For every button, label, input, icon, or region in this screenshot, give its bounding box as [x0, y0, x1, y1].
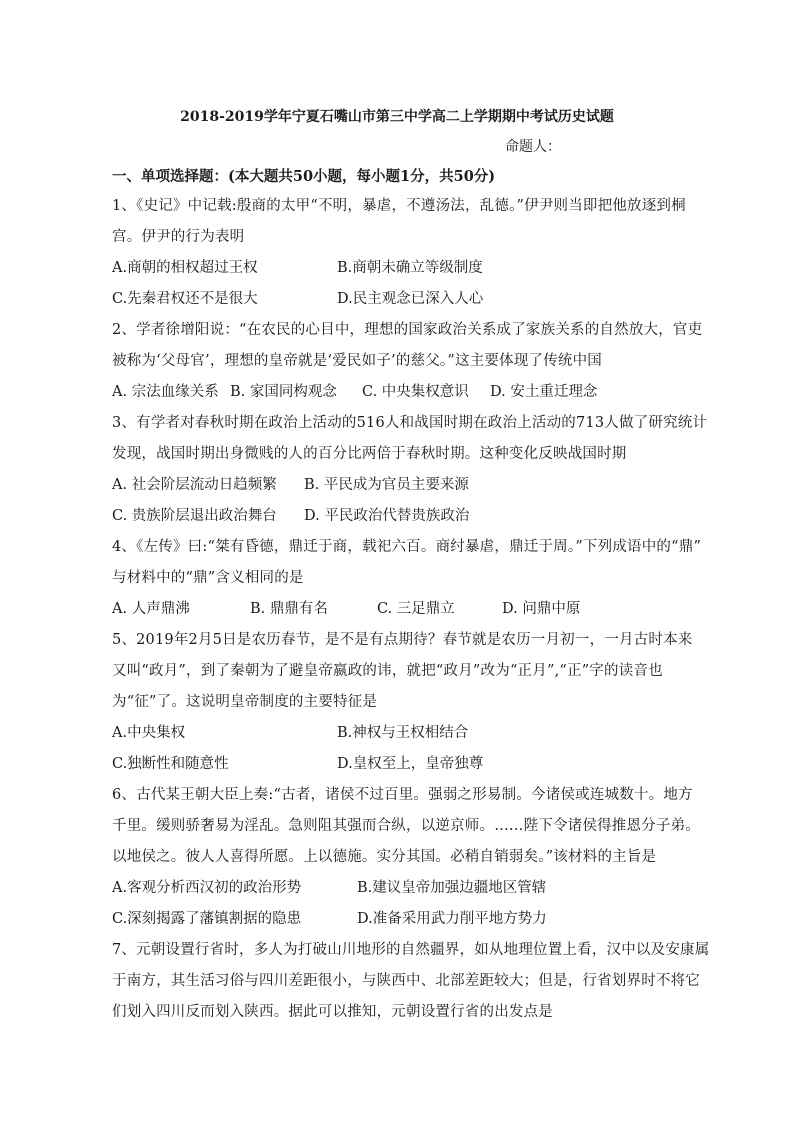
exam-title: 2018-2019学年宁夏石嘴山市第三中学高二上学期期中考试历史试题 [180, 109, 614, 125]
option-b: B.神权与王权相结合 [337, 725, 469, 741]
question-text: 们划入四川反而划入陕西。据此可以推知，元朝设置行省的出发点是 [112, 1004, 553, 1020]
question-text: 千里。缓则骄奢易为淫乱。急则阻其强而合纵，以逆京师。……陛下令诸侯得推恩分子弟。 [112, 818, 700, 834]
question-text: 于南方，其生活习俗与四川差距很小，与陕西中、北部差距较大；但是，行省划界时不将它 [112, 973, 700, 989]
option-row [112, 877, 684, 908]
option-row [112, 505, 684, 536]
option-row [112, 381, 684, 412]
option-b: B. 家国同构观念 [230, 384, 337, 400]
question-text: 发现，战国时期出身微贱的人的百分比两倍于春秋时期。这种变化反映战国时期 [112, 446, 627, 462]
option-b: B. 平民成为官员主要来源 [304, 477, 469, 493]
question-text: 7、元朝设置行省时，多人为打破山川地形的自然疆界，如从地理位置上看，汉中以及安康属 [112, 942, 710, 958]
option-row [112, 908, 684, 939]
question-2 [112, 319, 703, 412]
question-text: 1、《史记》中记载:殷商的太甲“不明，暴虐，不遵汤法，乱德。”伊尹则当即把他放逐到桐 [112, 198, 686, 214]
question-text: 又叫“政月”，到了秦朝为了避皇帝嬴政的讳，就把“政月”改为“正月”,“正”字的读音也 [112, 663, 663, 679]
option-row [112, 722, 684, 753]
question-3 [112, 412, 708, 536]
option-a: A. 社会阶层流动日趋频繁 [112, 477, 277, 493]
question-text: 被称为‘父母官’，理想的皇帝就是‘爱民如子’的慈父。”这主要体现了传统中国 [112, 353, 602, 369]
question-text: 4、《左传》曰:“桀有昏德，鼎迁于商，载祀六百。商纣暴虐，鼎迁于周。”下列成语中的“鼎” [112, 539, 702, 555]
question-text: 2、学者徐增阳说：“在农民的心目中，理想的国家政治关系成了家族关系的自然放大，官吏 [112, 322, 703, 338]
question-1 [112, 195, 684, 319]
section-heading: 一、单项选择题：(本大题共50小题，每小题1分，共50分) [112, 168, 496, 185]
option-row [112, 598, 684, 629]
question-text: 为“征”了。这说明皇帝制度的主要特征是 [112, 694, 378, 710]
author-label: 命题人： [505, 139, 561, 155]
option-b: B. 鼎鼎有名 [250, 601, 328, 617]
option-row [112, 474, 684, 505]
option-a: A.商朝的相权超过王权 [112, 260, 258, 276]
question-text: 6、古代某王朝大臣上奏:“古者，诸侯不过百里。强弱之形易制。今诸侯或连城数十。地方 [112, 787, 693, 803]
option-d: D.准备采用武力削平地方势力 [357, 911, 547, 927]
option-d: D.民主观念已深入人心 [337, 291, 484, 307]
question-6 [112, 784, 700, 939]
question-text: 宫。伊尹的行为表明 [112, 229, 245, 245]
option-row [112, 257, 684, 288]
option-c: C. 贵族阶层退出政治舞台 [112, 508, 277, 524]
option-c: C. 三足鼎立 [377, 601, 455, 617]
option-a: A. 人声鼎沸 [112, 601, 190, 617]
question-4 [112, 536, 702, 629]
option-c: C.先秦君权还不是很大 [112, 291, 258, 307]
question-5 [112, 629, 693, 784]
question-list [112, 195, 710, 1032]
option-b: B.商朝未确立等级制度 [337, 260, 483, 276]
option-row [112, 288, 684, 319]
question-text: 3、有学者对春秋时期在政治上活动的516人和战国时期在政治上活动的713人做了研究统计 [112, 415, 708, 431]
question-text: 与材料中的“鼎”含义相同的是 [112, 570, 304, 586]
option-d: D. 问鼎中原 [502, 601, 581, 617]
option-c: C. 中央集权意识 [362, 384, 469, 400]
question-text: 5、2019年2月5日是农历春节，是不是有点期待？春节就是农历一月初一，一月古时本来 [112, 632, 693, 648]
option-c: C.独断性和随意性 [112, 756, 229, 772]
option-d: D. 安土重迁理念 [490, 384, 598, 400]
option-b: B.建议皇帝加强边疆地区管辖 [357, 880, 547, 896]
question-text: 以地侯之。彼人人喜得所愿。上以德施。实分其国。必稍自销弱矣。”该材料的主旨是 [112, 849, 657, 865]
option-c: C.深刻揭露了藩镇割据的隐患 [112, 911, 302, 927]
option-a: A.客观分析西汉初的政治形势 [112, 880, 302, 896]
option-d: D.皇权至上，皇帝独尊 [337, 756, 484, 772]
option-a: A.中央集权 [112, 725, 186, 741]
option-d: D. 平民政治代替贵族政治 [304, 508, 470, 524]
question-7 [112, 939, 710, 1032]
option-a: A. 宗法血缘关系 [112, 384, 219, 400]
option-row [112, 753, 684, 784]
